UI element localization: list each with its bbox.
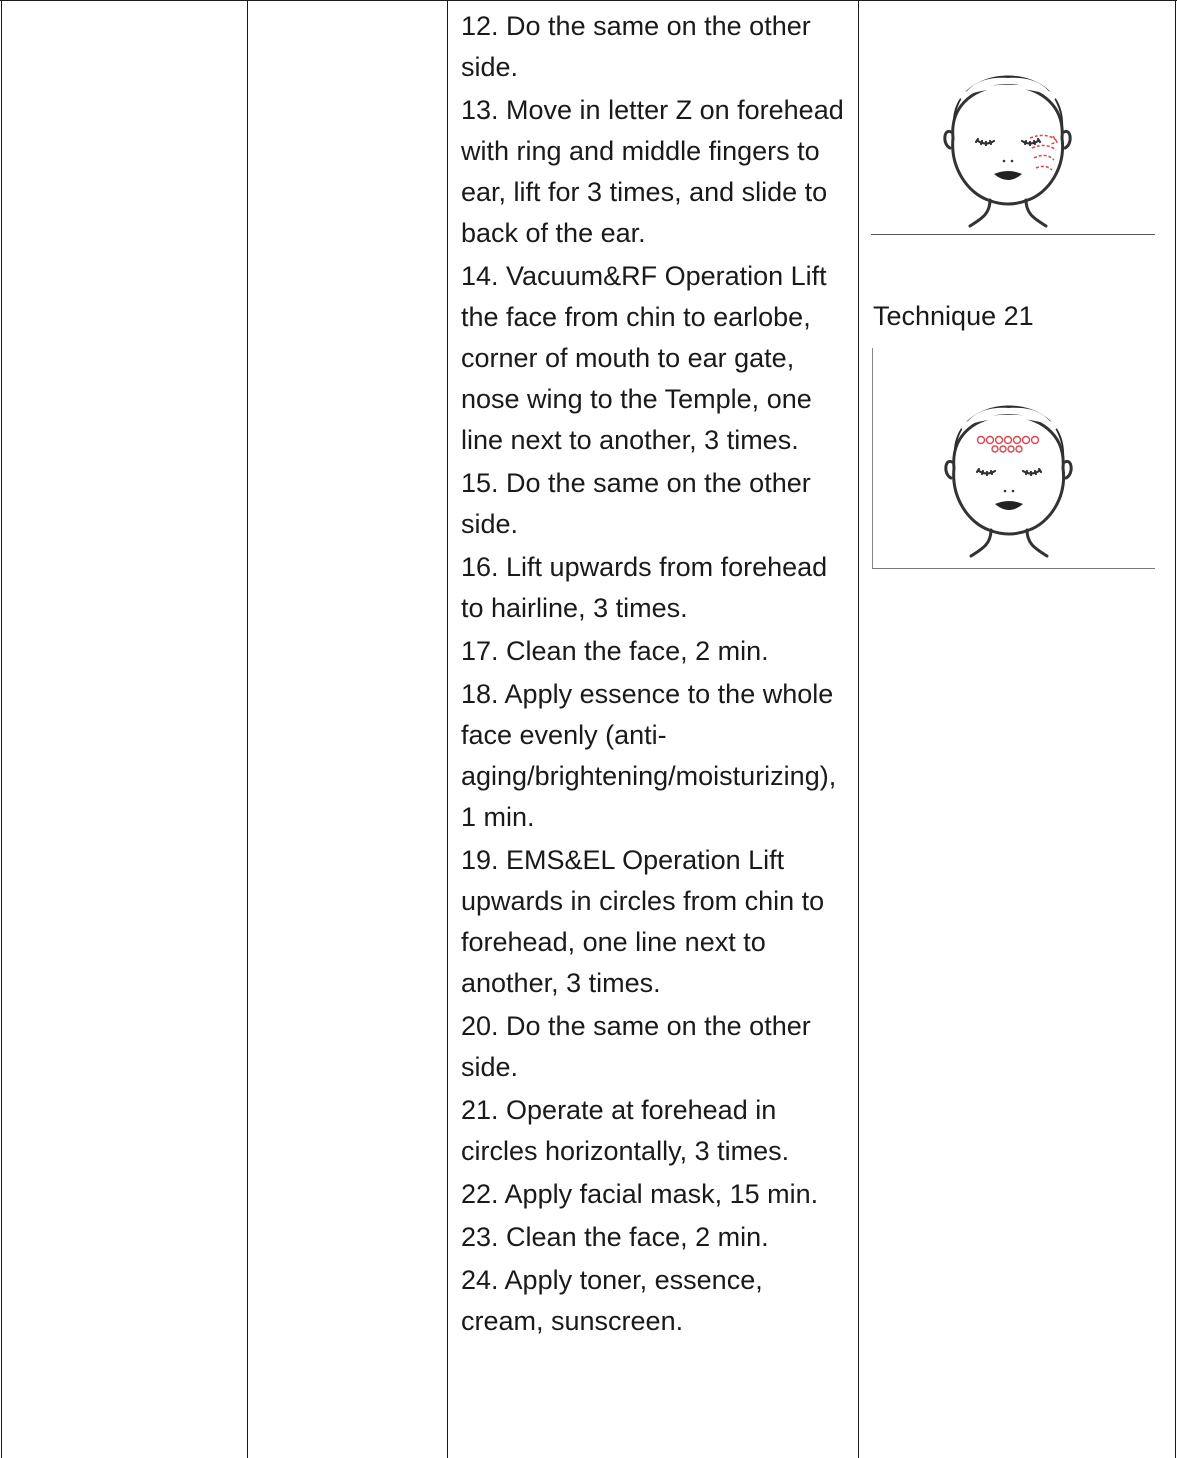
step-22: 22. Apply facial mask, 15 min. [461,1179,819,1209]
step-15: 15. Do the same on the other side. [461,468,811,539]
technique-21-image-frame [872,348,1155,569]
step-18: 18. Apply essence to the whole face evenly (anti-aging/brightening/moisturizing), 1 min. [461,679,837,832]
face-cheek-illustration [898,28,1118,228]
technique-label: Technique 21 [873,301,1034,331]
step-12: 12. Do the same on the other side. [461,11,811,82]
image-divider [871,234,1155,235]
column-border [1,0,2,1458]
step-16: 16. Lift upwards from forehead to hairline, 3 times. [461,552,828,623]
face-forehead-illustration [899,358,1119,558]
step-14: 14. Vacuum&RF Operation Lift the face from chin to earlobe, corner of mouth to ear gate, nose wing to the Temple, one line next to another, 3 times. [461,261,827,455]
step-17: 17. Clean the face, 2 min. [461,636,769,666]
step-19: 19. EMS&EL Operation Lift upwards in circles from chin to forehead, one line next to another, 3 times. [461,845,825,998]
column-border [247,0,248,1458]
illustration-cell [858,0,1176,1458]
step-23: 23. Clean the face, 2 min. [461,1222,769,1252]
step-20: 20. Do the same on the other side. [461,1011,811,1082]
column-border [447,0,448,1458]
step-13: 13. Move in letter Z on forehead with ring and middle fingers to ear, lift for 3 times, and slide to back of the ear. [461,95,844,248]
steps-cell [461,6,846,1342]
step-21: 21. Operate at forehead in circles horizontally, 3 times. [461,1095,790,1166]
step-24: 24. Apply toner, essence, cream, sunscreen. [461,1265,763,1336]
